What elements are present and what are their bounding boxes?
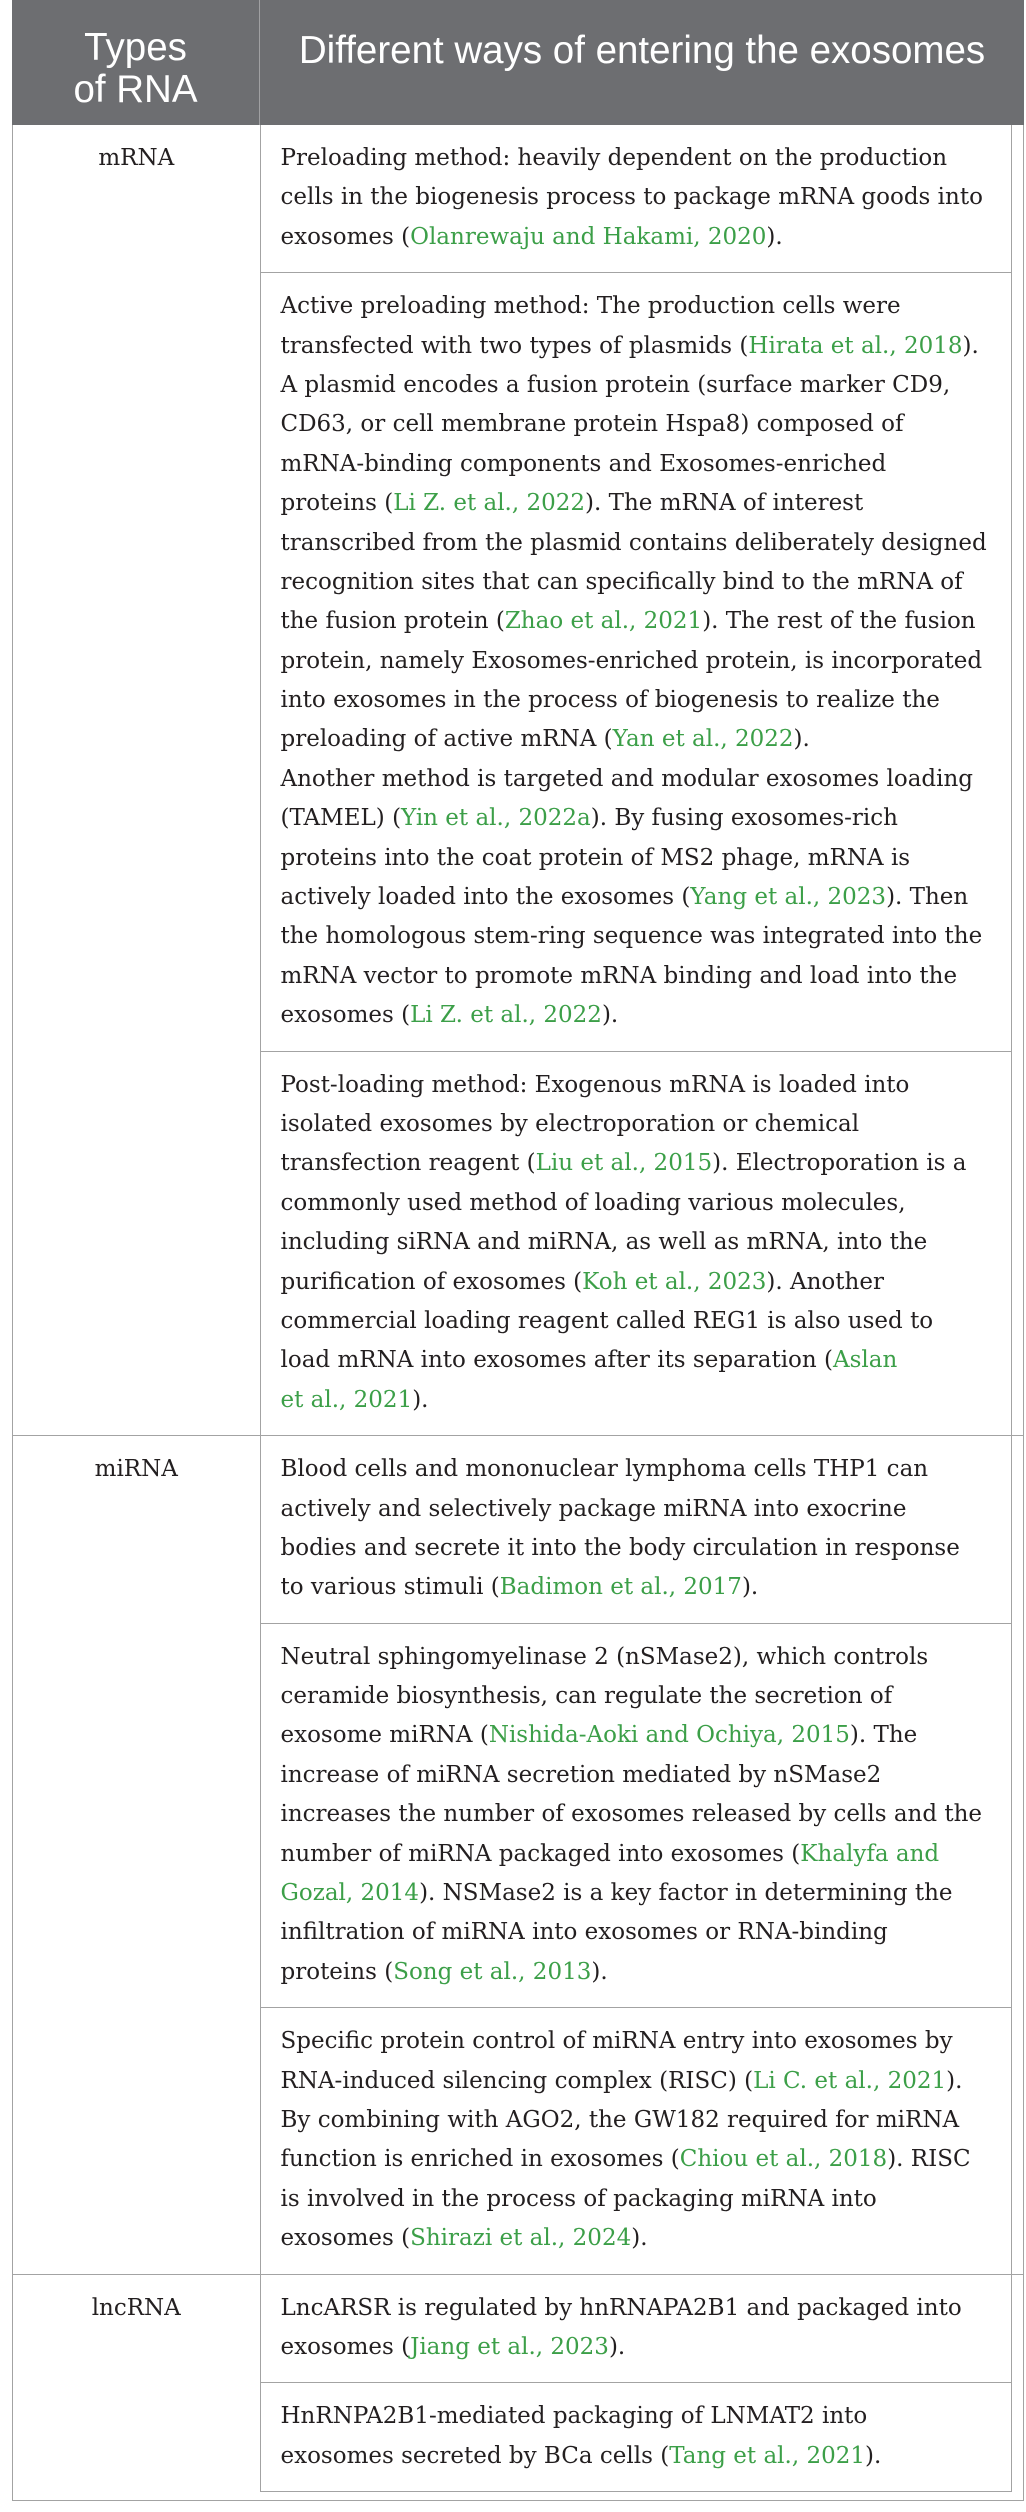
body-text: function is enriched in exosomes ( — [280, 2146, 680, 2173]
citation-link[interactable]: Li C. et al., 2021 — [753, 2067, 947, 2094]
entry-method-cells — [260, 125, 1012, 1435]
body-text: isolated exosomes by electroporation or chemical — [280, 1110, 860, 1137]
entry-method-cell — [260, 2008, 1012, 2273]
text-line — [281, 799, 999, 838]
text-line — [281, 2328, 999, 2367]
body-text: the homologous stem-ring sequence was integrated into the — [280, 923, 983, 950]
text-line — [281, 1529, 999, 1568]
citation-link[interactable]: Li Z. et al., 2022 — [410, 1002, 602, 1029]
body-text: to various stimuli ( — [280, 1574, 500, 1601]
entry-method-cell — [260, 2275, 1012, 2384]
text-line — [281, 2437, 999, 2476]
body-text: RNA-induced silencing complex (RISC) ( — [280, 2067, 754, 2094]
text-line — [281, 1490, 999, 1529]
body-text: Active preloading method: The production cells were — [280, 293, 901, 320]
body-text: transcribed from the plasmid contains deliberately designed — [280, 529, 987, 556]
body-text: ). — [766, 223, 783, 250]
body-text: ). — [962, 332, 979, 359]
text-line — [281, 642, 999, 681]
citation-link[interactable]: Tang et al., 2021 — [669, 2442, 866, 2469]
citation-link[interactable]: Jiang et al., 2023 — [410, 2333, 609, 2360]
text-line — [281, 405, 999, 444]
body-text: ). — [601, 1002, 619, 1029]
body-text: Neutral sphingomyelinase 2 (nSMase2), which controls — [280, 1643, 929, 1670]
text-line — [281, 1874, 999, 1913]
body-text: commonly used method of loading various molecules, — [280, 1189, 906, 1216]
text-line — [281, 839, 999, 878]
body-text: number of miRNA packaged into exosomes ( — [280, 1840, 801, 1867]
body-text: increase of miRNA secretion mediated by nSMase2 — [280, 1761, 882, 1788]
text-line — [281, 681, 999, 720]
row-mrna — [13, 125, 1023, 1436]
text-line — [281, 1066, 999, 1105]
citation-link[interactable]: Aslan — [833, 1347, 898, 1374]
body-text: transfection reagent ( — [280, 1150, 536, 1177]
citation-link[interactable]: Yin et al., 2022a — [401, 805, 591, 832]
body-text: into exosomes in the process of biogenesis to realize the — [280, 687, 940, 714]
citation-link[interactable]: Yang et al., 2023 — [690, 884, 887, 911]
citation-link[interactable]: et al., 2021 — [280, 1386, 413, 1413]
body-text: infiltration of miRNA into exosomes or RNA-binding — [280, 1919, 888, 1946]
citation-link[interactable]: Koh et al., 2023 — [582, 1268, 767, 1295]
rna-type-label: mRNA — [98, 145, 175, 171]
text-line — [281, 1716, 999, 1755]
text-line — [281, 1677, 999, 1716]
text-line — [281, 2101, 999, 2140]
text-line — [281, 1144, 999, 1183]
body-text: load mRNA into exosomes after its separation ( — [280, 1347, 834, 1374]
text-line — [281, 1263, 999, 1302]
body-text: ). The — [849, 1722, 918, 1749]
citation-link[interactable]: Gozal, 2014 — [280, 1880, 420, 1907]
body-text: exosomes ( — [280, 223, 411, 250]
body-text: ). — [865, 2442, 882, 2469]
table-body — [12, 125, 1024, 2501]
body-text: ). Another — [766, 1268, 884, 1295]
body-text: ). — [412, 1386, 429, 1413]
body-text: exosomes secreted by BCa cells ( — [280, 2442, 670, 2469]
text-line — [281, 2397, 999, 2436]
text-line — [281, 178, 999, 217]
text-line — [281, 1450, 999, 1489]
body-text: actively and selectively package miRNA into exocrine — [280, 1495, 907, 1522]
body-text: CD63, or cell membrane protein Hspa8) composed of — [280, 411, 904, 438]
text-line — [281, 1913, 999, 1952]
body-text: protein, namely Exosomes-enriched protein, is incorporated — [280, 647, 983, 674]
text-line — [281, 2289, 999, 2328]
body-text: ). — [741, 1574, 759, 1601]
text-line — [281, 878, 999, 917]
body-text: bodies and secrete it into the body circulation in response — [280, 1534, 960, 1561]
header-cell-entry-ways — [260, 0, 1024, 125]
body-text: ). — [631, 2225, 648, 2252]
body-text: transfected with two types of plasmids ( — [280, 332, 749, 359]
body-text: mRNA vector to promote mRNA binding and load into the — [280, 962, 958, 989]
body-text: ). The mRNA of interest — [585, 490, 864, 517]
body-text: ). NSMase2 is a key factor in determining the — [419, 1880, 953, 1907]
text-line — [281, 139, 999, 178]
body-text: exosomes ( — [280, 2333, 411, 2360]
body-text: purification of exosomes ( — [280, 1268, 583, 1295]
text-line — [281, 1223, 999, 1262]
text-line — [281, 366, 999, 405]
column-header-label: of RNA — [73, 68, 198, 111]
text-line — [281, 917, 999, 956]
entry-method-cell — [260, 1624, 1012, 2009]
entry-method-cells — [260, 2275, 1012, 2501]
text-line — [281, 1302, 999, 1341]
body-text: the fusion protein ( — [280, 608, 505, 635]
text-line — [281, 327, 999, 366]
body-text: ). The rest of the fusion — [702, 608, 976, 635]
body-text: exosomes ( — [280, 1002, 411, 1029]
body-text: cells in the biogenesis process to package mRNA goods into — [280, 184, 983, 211]
citation-link[interactable]: Badimon et al., 2017 — [499, 1574, 742, 1601]
text-line — [281, 1568, 999, 1607]
body-text: mRNA-binding components and Exosomes-enriched — [280, 450, 887, 477]
column-header-label: Different ways of entering the exosomes — [298, 29, 986, 72]
text-line — [281, 484, 999, 523]
body-text: proteins ( — [280, 1958, 394, 1985]
citation-link[interactable]: Chiou et al., 2018 — [679, 2146, 888, 2173]
body-text: ). — [793, 726, 810, 753]
text-line — [281, 2219, 999, 2258]
citation-link[interactable]: Olanrewaju and Hakami, 2020 — [410, 223, 767, 250]
citation-link[interactable]: Zhao et al., 2021 — [504, 608, 703, 635]
body-text: By combining with AGO2, the GW182 required for miRNA — [280, 2106, 960, 2133]
table-header — [12, 0, 1024, 125]
body-text: Specific protein control of miRNA entry into exosomes by — [280, 2028, 953, 2055]
text-line — [281, 2140, 999, 2179]
body-text: recognition sites that can specifically bind to the mRNA of — [280, 568, 963, 595]
entry-method-cell — [260, 1436, 1012, 1624]
text-line — [281, 996, 999, 1035]
body-text: ceramide biosynthesis, can regulate the secretion of — [280, 1683, 893, 1710]
text-line — [281, 287, 999, 326]
header-cell-rna-type — [12, 0, 260, 125]
citation-link[interactable]: Yan et al., 2022 — [612, 726, 794, 753]
text-line — [281, 218, 999, 257]
text-line — [281, 2022, 999, 2061]
column-header-label: Types — [84, 26, 187, 69]
text-line — [281, 2062, 999, 2101]
citation-link[interactable]: Li Z. et al., 2022 — [393, 490, 586, 517]
body-text: ). — [946, 2067, 963, 2094]
body-text: proteins into the coat protein of MS2 phage, mRNA is — [280, 844, 911, 871]
citation-link[interactable]: Liu et al., 2015 — [535, 1150, 713, 1177]
body-text: ). By fusing exosomes-rich — [590, 805, 898, 832]
body-text: ). Then — [886, 884, 969, 911]
body-text: proteins ( — [280, 490, 394, 517]
rna-type-label: lncRNA — [91, 2294, 181, 2321]
citation-link[interactable]: Nishida-Aoki and Ochiya, 2015 — [488, 1722, 850, 1749]
text-line — [281, 1381, 999, 1420]
rna-exosome-entry-table — [12, 0, 1024, 2501]
body-text: ). — [591, 1958, 608, 1985]
body-text: ). RISC — [887, 2146, 971, 2173]
entry-method-cell — [260, 273, 1012, 1051]
text-line — [281, 760, 999, 799]
body-text: Another method is targeted and modular exosomes loading — [280, 765, 974, 792]
citation-link[interactable]: Shirazi et al., 2024 — [410, 2225, 632, 2252]
text-line — [281, 445, 999, 484]
body-text: Preloading method: heavily dependent on the production — [280, 145, 948, 171]
body-text: Post-loading method: Exogenous mRNA is loaded into — [280, 1071, 910, 1098]
row-mirna — [13, 1436, 1023, 2274]
text-line — [281, 1105, 999, 1144]
row-lncrna — [13, 2275, 1023, 2502]
citation-link[interactable]: Song et al., 2013 — [393, 1958, 592, 1985]
text-line — [281, 957, 999, 996]
body-text: HnRNPA2B1-mediated packaging of LNMAT2 into — [280, 2403, 868, 2430]
entry-method-cell — [260, 125, 1012, 273]
text-line — [281, 524, 999, 563]
text-line — [281, 1341, 999, 1380]
body-text: (TAMEL) ( — [280, 805, 402, 832]
text-line — [281, 1835, 999, 1874]
body-text: Blood cells and mononuclear lymphoma cells THP1 can — [280, 1456, 929, 1483]
citation-link[interactable]: Khalyfa and — [800, 1840, 940, 1867]
text-line — [281, 1795, 999, 1834]
text-line — [281, 1756, 999, 1795]
body-text: A plasmid encodes a fusion protein (surface marker CD9, — [280, 371, 951, 398]
body-text: including siRNA and miRNA, as well as mRNA, into the — [280, 1229, 928, 1256]
text-line — [281, 1184, 999, 1223]
body-text: increases the number of exosomes released by cells and the — [280, 1801, 983, 1828]
text-line — [281, 563, 999, 602]
body-text: LncARSR is regulated by hnRNAPA2B1 and packaged into — [280, 2294, 962, 2321]
body-text: ). Electroporation is a — [712, 1150, 967, 1177]
entry-method-cells — [260, 1436, 1012, 2273]
text-line — [281, 1638, 999, 1677]
text-line — [281, 2180, 999, 2219]
entry-method-cell — [260, 2383, 1012, 2492]
text-line — [281, 720, 999, 759]
body-text: commercial loading reagent called REG1 is also used to — [280, 1307, 934, 1334]
body-text: preloading of active mRNA ( — [280, 726, 613, 753]
entry-method-cell — [260, 1052, 1012, 1436]
text-line — [281, 1953, 999, 1992]
body-text: is involved in the process of packaging miRNA into — [280, 2185, 877, 2212]
body-text: actively loaded into the exosomes ( — [280, 884, 691, 911]
citation-link[interactable]: Hirata et al., 2018 — [748, 332, 963, 359]
text-line — [281, 602, 999, 641]
rna-type-label: miRNA — [94, 1456, 178, 1483]
body-text: ). — [608, 2333, 626, 2360]
body-text: exosome miRNA ( — [280, 1722, 489, 1749]
body-text: exosomes ( — [280, 2225, 411, 2252]
